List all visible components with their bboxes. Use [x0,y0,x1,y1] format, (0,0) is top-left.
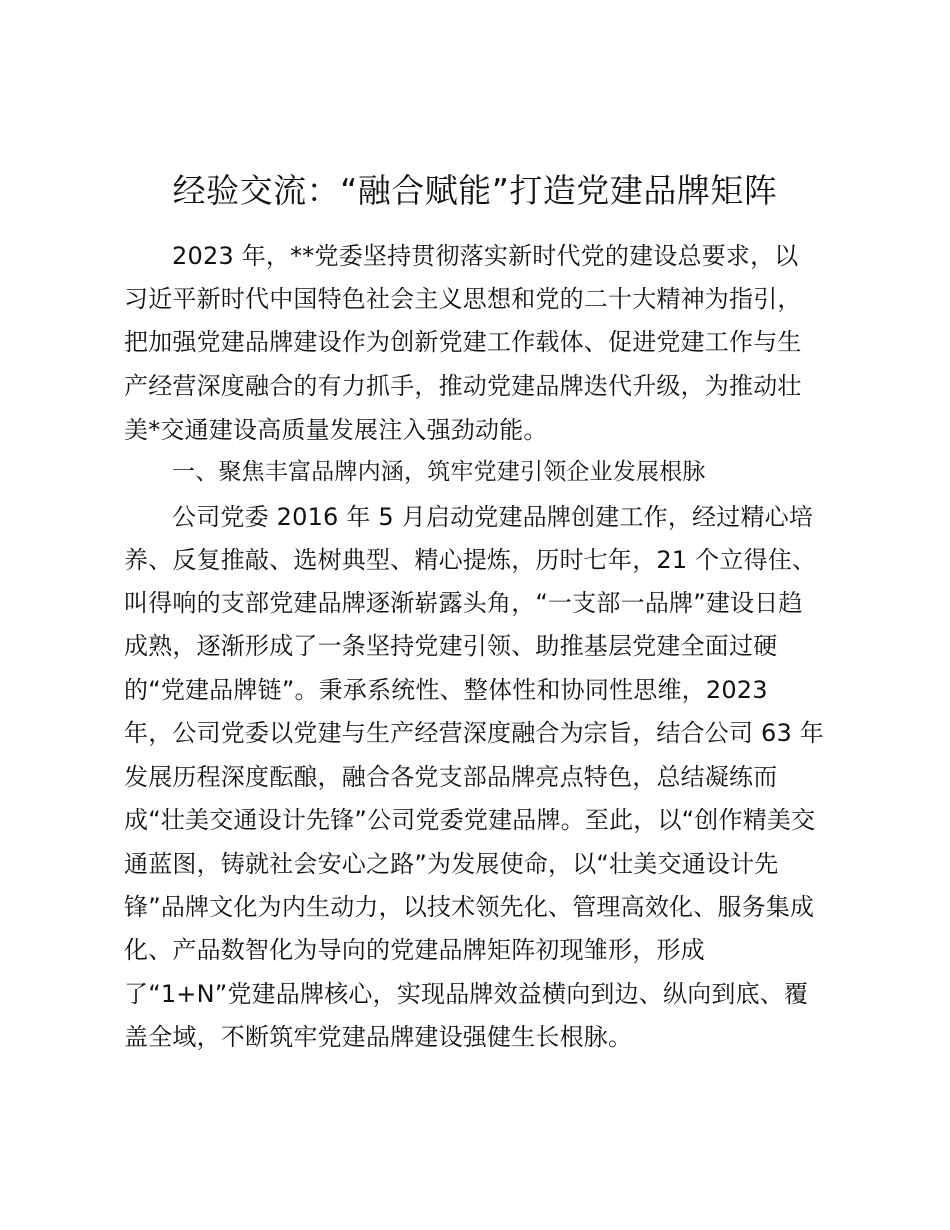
paragraph-line: 叫得响的支部党建品牌逐渐崭露头角，“一支部一品牌”建设日趋 [124,589,803,617]
paragraph-line: 发展历程深度酝酿，融合各党支部品牌亮点特色，总结凝练而 [124,763,778,791]
paragraph-line: 公司党委 2016 年 5 月启动党建品牌创建工作，经过精心培 [172,503,814,531]
document-title: 经验交流：“融合赋能”打造党建品牌矩阵 [172,171,778,210]
paragraph-line: 化、产品数智化为导向的党建品牌矩阵初现雏形，形成 [124,936,705,964]
paragraph-line: 产经营深度融合的有力抓手，推动党建品牌迭代升级，为推动壮 [124,372,802,400]
paragraph-line: 盖全域，不断筑牢党建品牌建设强健生长根脉。 [124,1023,633,1051]
paragraph-line: 养、反复推敲、选树典型、精心提炼，历时七年，21 个立得住、 [124,546,817,574]
paragraph-line: 年，公司党委以党建与生产经营深度融合为宗旨，结合公司 63 年 [124,719,824,747]
paragraph-line: 通蓝图，铸就社会安心之路”为发展使命，以“壮美交通设计先 [124,850,779,878]
paragraph-line: 成熟，逐渐形成了一条坚持党建引领、助推基层党建全面过硬 [124,632,778,660]
paragraph-line: 了“1+N”党建品牌核心，实现品牌效益横向到边、纵向到底、覆 [124,980,809,1008]
paragraph-line: 成“壮美交通设计先锋”公司党委党建品牌。至此，以“创作精美交 [124,806,816,834]
paragraph-line: 的“党建品牌链”。秉承系统性、整体性和协同性思维，2023 [124,676,768,704]
paragraph-line: 把加强党建品牌建设作为创新党建工作载体、促进党建工作与生 [124,328,802,356]
paragraph-line: 习近平新时代中国特色社会主义思想和党的二十大精神为指引， [124,285,802,313]
section-heading: 一、聚焦丰富品牌内涵，筑牢党建引领企业发展根脉 [172,459,706,485]
paragraph-line: 锋”品牌文化为内生动力，以技术领先化、管理高效化、服务集成 [124,893,815,921]
paragraph-line: 2023 年，**党委坚持贯彻落实新时代党的建设总要求，以 [172,242,799,270]
paragraph-line: 美*交通建设高质量发展注入强劲动能。 [124,416,548,444]
